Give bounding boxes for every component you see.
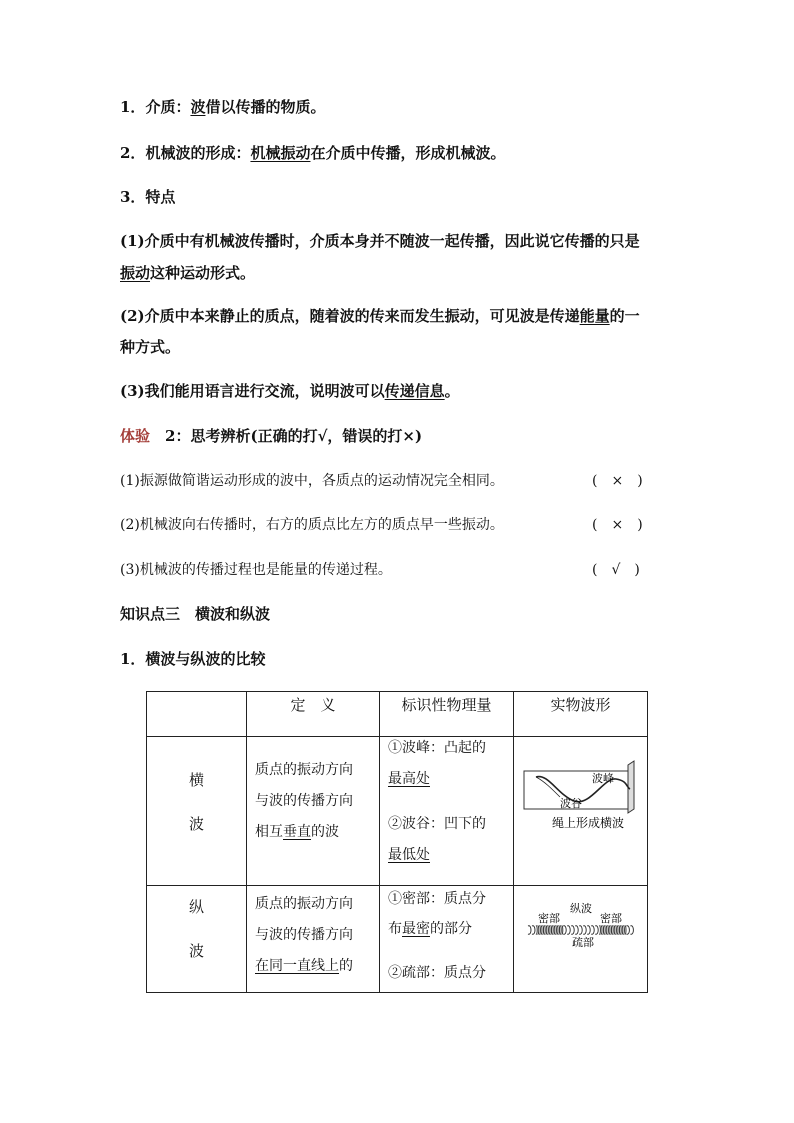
header-definition: 定 义 xyxy=(247,692,380,737)
spring-coil xyxy=(550,926,551,934)
spring-coil xyxy=(601,926,602,934)
feature-2-line2: 种方式。 xyxy=(120,338,181,356)
judge-mark-3: ( √ ) xyxy=(592,562,640,578)
spring-coil xyxy=(604,926,605,934)
spring-coil xyxy=(612,926,613,934)
spring-coil xyxy=(542,926,543,934)
table-row xyxy=(147,886,648,993)
spring-coil xyxy=(575,926,578,934)
spring-coil xyxy=(620,926,621,934)
spring-coil xyxy=(617,926,618,934)
dense-label-2: 密部 xyxy=(600,912,622,925)
item-3-features: 3．特点 xyxy=(120,188,176,206)
judge-item-3: (3)机械波的传播过程也是能量的传递过程。 xyxy=(120,562,392,578)
item-2-formation: 2．机械波的形成：机械振动在介质中传播，形成机械波。 xyxy=(120,144,506,162)
spring-coil xyxy=(626,926,629,934)
spring-coil xyxy=(618,926,619,934)
spring-coil xyxy=(571,926,574,934)
item-1-medium: 1．介质：波借以传播的物质。 xyxy=(120,98,326,116)
feature-3: (3)我们能用语言进行交流，说明波可以传递信息。 xyxy=(120,382,460,400)
trough-label: 波谷 xyxy=(560,797,582,810)
spring-coil xyxy=(587,926,590,934)
spring-coil xyxy=(541,926,542,934)
section-3-title: 知识点三 横波和纵波 xyxy=(120,605,271,623)
spring-coil xyxy=(555,926,556,934)
table-header-row xyxy=(147,692,648,737)
spring-coil xyxy=(528,926,531,934)
rope-wave xyxy=(536,777,630,802)
spring-coil xyxy=(544,926,545,934)
judge-mark-1: ( × ) xyxy=(592,473,643,489)
spring-coil xyxy=(549,926,550,934)
spring-coil xyxy=(552,926,553,934)
spring-coil xyxy=(560,926,561,934)
spring-coil xyxy=(610,926,611,934)
transverse-definition-cell: 质点的振动方向 与波的传播方向 相互垂直的波 xyxy=(247,737,380,886)
spring-coil xyxy=(595,926,598,934)
peak-label: 波峰 xyxy=(592,772,614,785)
longitudinal-title: 纵波 xyxy=(570,902,592,915)
spring-coil xyxy=(622,926,623,934)
feature-2-line1: (2)介质中本来静止的质点，随着波的传来而发生振动，可见波是传递能量的一 xyxy=(120,307,640,325)
longitudinal-quantity-cell: ①密部：质点分 布最密的部分 ②疏部：质点分 xyxy=(380,886,514,993)
spring-coil xyxy=(562,926,563,934)
sparse-label: 疏部 xyxy=(572,936,594,949)
spring-coil xyxy=(554,926,555,934)
judge-item-1: (1)振源做简谐运动形成的波中，各质点的运动情况完全相同。 xyxy=(120,473,504,489)
longitudinal-figure-cell xyxy=(514,886,648,993)
spring-coil xyxy=(609,926,610,934)
spring-coil xyxy=(625,926,626,934)
judge-mark-2: ( × ) xyxy=(592,517,643,533)
spring-coil xyxy=(547,926,548,934)
spring-coils xyxy=(528,926,633,934)
spring-coil xyxy=(563,926,566,934)
feature-1-line1: (1)介质中有机械波传播时，介质本身并不随波一起传播，因此说它传播的只是 xyxy=(120,232,640,250)
table-row xyxy=(147,737,648,886)
section-3-subtitle: 1．横波与纵波的比较 xyxy=(120,650,266,668)
transverse-quantity-cell: ①波峰：凸起的 最高处 ②波谷：凹下的 最低处 xyxy=(380,737,514,886)
spring-coil xyxy=(567,926,570,934)
spring-coil xyxy=(606,926,607,934)
spring-coil xyxy=(615,926,616,934)
header-waveform: 实物波形 xyxy=(514,692,648,737)
transverse-name-cell: 横 波 xyxy=(147,737,247,886)
judge-item-2: (2)机械波向右传播时，右方的质点比左方的质点早一些振动。 xyxy=(120,517,504,533)
longitudinal-definition-cell: 质点的振动方向 与波的传播方向 在同一直线上的 xyxy=(247,886,380,993)
spring-coil xyxy=(623,926,624,934)
header-quantity: 标识性物理量 xyxy=(380,692,514,737)
spring-coil xyxy=(546,926,547,934)
spring-coil xyxy=(557,926,558,934)
spring-coil xyxy=(538,926,539,934)
spring-coil xyxy=(558,926,559,934)
dense-label-1: 密部 xyxy=(538,912,560,925)
longitudinal-name-cell: 纵 波 xyxy=(147,886,247,993)
spring-coil xyxy=(536,926,537,934)
spring-coil xyxy=(591,926,594,934)
longitudinal-wave-figure xyxy=(514,886,647,992)
transverse-wave-figure xyxy=(514,737,647,885)
spring-coil xyxy=(599,926,600,934)
figure-caption: 绳上形成横波 xyxy=(552,816,625,830)
spring-coil xyxy=(532,926,535,934)
spring-coil xyxy=(630,926,633,934)
spring-coil xyxy=(583,926,586,934)
feature-1-line2: 振动这种运动形式。 xyxy=(120,264,256,282)
spring-coil xyxy=(607,926,608,934)
experience-heading: 体验 2：思考辨析(正确的打√，错误的打×) xyxy=(120,427,423,445)
transverse-figure-cell xyxy=(514,737,648,886)
comparison-table xyxy=(146,691,648,993)
spring-coil xyxy=(579,926,582,934)
spring-coil xyxy=(602,926,603,934)
spring-coil xyxy=(614,926,615,934)
spring-coil xyxy=(539,926,540,934)
header-empty xyxy=(147,692,247,737)
